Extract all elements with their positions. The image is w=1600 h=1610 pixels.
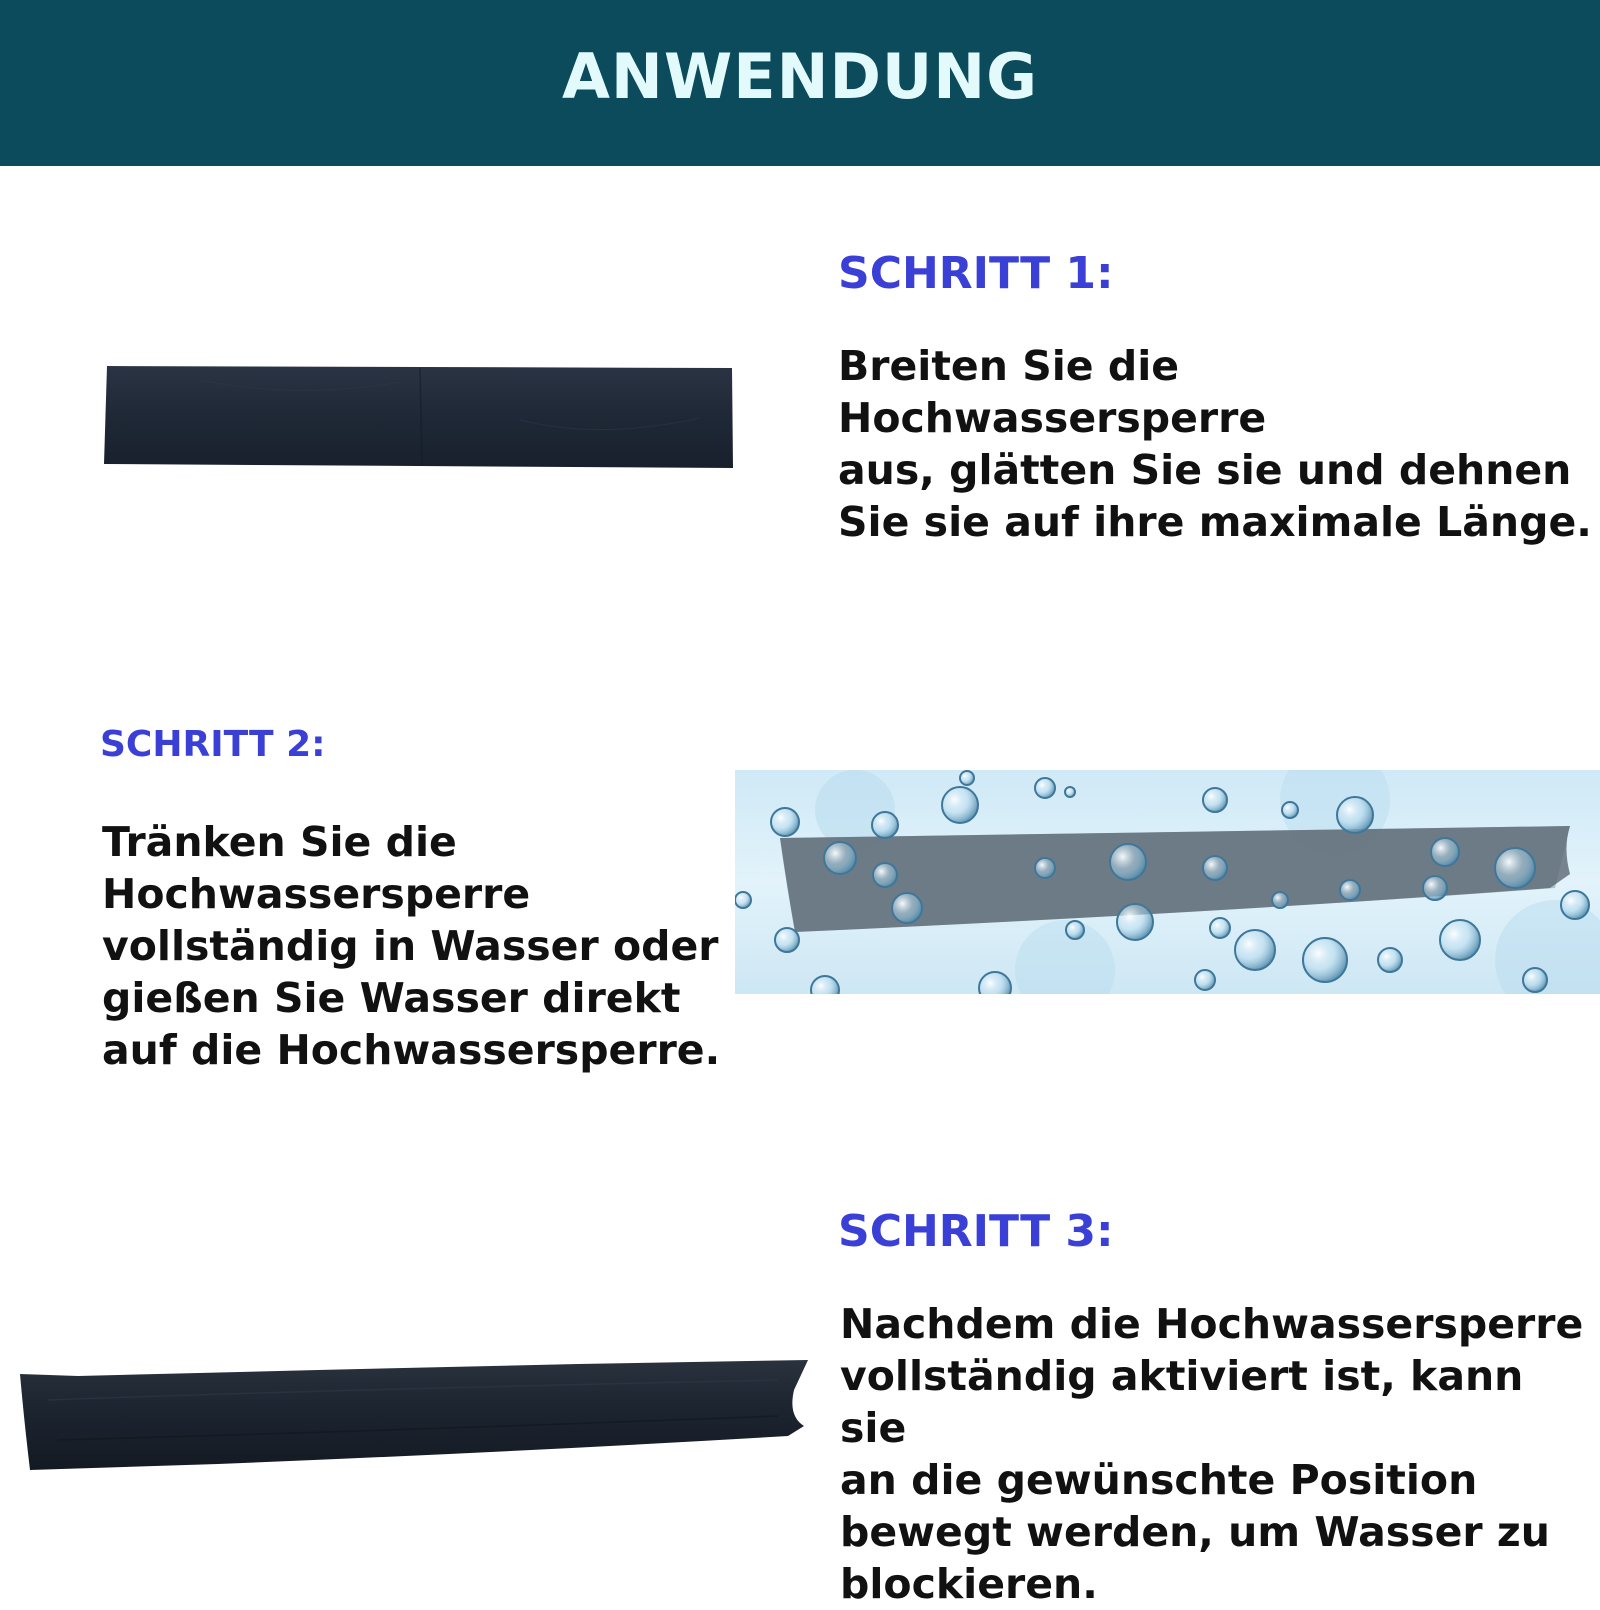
step-1-text: Breiten Sie die Hochwassersperre aus, glätten Sie sie und dehnen Sie sie auf ihre maximale Länge.	[838, 342, 1592, 546]
header-banner	[0, 0, 1600, 166]
step-2-image-barrier-in-water	[735, 770, 1600, 994]
page-title: ANWENDUNG	[561, 39, 1039, 113]
step-3-image-filled-barrier	[18, 1360, 810, 1476]
step-3-text: Nachdem die Hochwassersperre vollständig aktiviert ist, kann sie an die gewünschte Position bewegt werden, um Wasser zu blockieren.	[840, 1300, 1584, 1608]
step-2-label: SCHRITT 2:	[100, 724, 326, 765]
step-1-label: SCHRITT 1:	[838, 248, 1114, 299]
step-3-label: SCHRITT 3:	[838, 1206, 1114, 1257]
step-2-text: Tränken Sie die Hochwassersperre vollständig in Wasser oder gießen Sie Wasser direkt auf die Hochwassersperre.	[102, 818, 721, 1074]
step-1-image-flat-barrier	[100, 360, 740, 470]
